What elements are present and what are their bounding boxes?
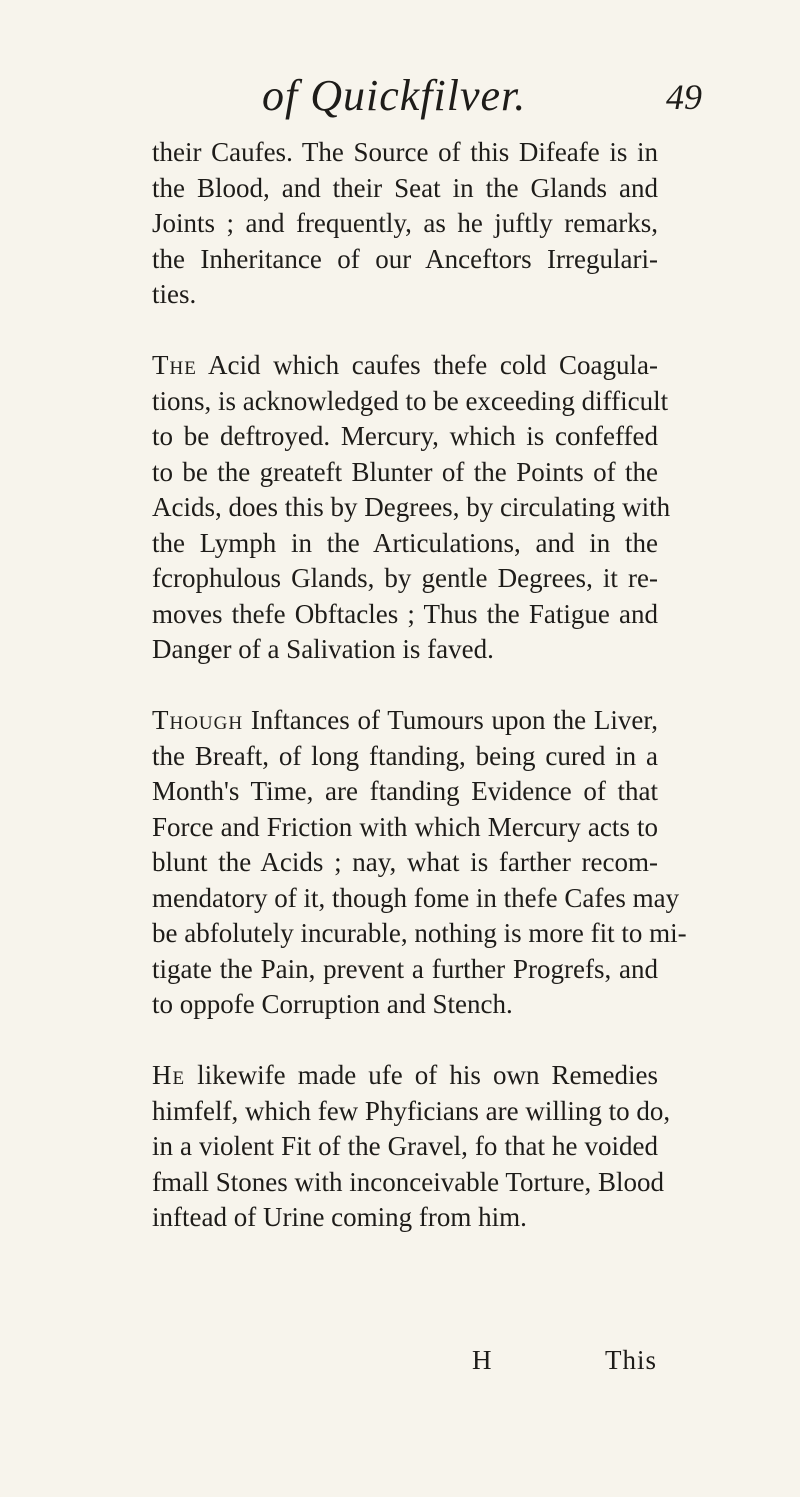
catchword: This: [605, 1345, 658, 1375]
text-line: Danger of a Salivation is faved.: [152, 634, 494, 664]
running-title: of Quickfilver.: [262, 71, 527, 120]
paragraph-first-line: likewife made ufe of his own Remedies: [185, 1060, 658, 1090]
paragraph-3: [152, 703, 687, 1023]
paragraph-gap: [152, 1023, 658, 1059]
text-line: mendatory of it, though fome in thefe Cafes may: [152, 882, 680, 913]
text-line: to oppofe Corruption and Stench.: [152, 989, 513, 1019]
text-line: fmall Stones with inconceivable Torture, Blood: [152, 1166, 665, 1197]
text-line: their Caufes. The Source of this Difeafe is in: [152, 137, 658, 167]
text-line: himfelf, which few Phyficians are willing to do,: [152, 1095, 671, 1126]
text-line: to be the greateft Blunter of the Points of the: [152, 456, 658, 487]
paragraph-lead: He: [152, 1060, 186, 1090]
text-line: moves thefe Obftacles ; Thus the Fatigue and: [152, 598, 658, 629]
text-line: in a violent Fit of the Gravel, fo that he voided: [152, 1131, 658, 1161]
text-line: [152, 348, 658, 384]
paragraph-gap: [152, 313, 658, 349]
paragraph-first-line: Acid which caufes thefe cold Coagula-: [196, 350, 658, 380]
text-line: to be deftroyed. Mercury, which is confeffed: [152, 421, 658, 451]
text-line: [152, 1058, 658, 1094]
text-line: ties.: [152, 279, 197, 309]
paragraph-1: [152, 135, 658, 313]
text-line: be abfolutely incurable, nothing is more fit to mi-: [152, 918, 687, 948]
text-line: the Breaft, of long ftanding, being cured in a: [152, 740, 658, 771]
paragraph-lead: The: [152, 350, 197, 380]
text-line: [152, 703, 658, 739]
text-line: tigate the Pain, prevent a further Progrefs, and: [152, 953, 658, 984]
text-line: Force and Friction with which Mercury acts to: [152, 811, 658, 842]
text-line: Acids, does this by Degrees, by circulating with: [152, 492, 671, 522]
text-line: Month's Time, are ftanding Evidence of that: [152, 776, 658, 806]
text-line: Joints ; and frequently, as he juftly remarks,: [152, 208, 658, 238]
paragraph-gap: [152, 668, 658, 704]
text-line: the Blood, and their Seat in the Glands and: [152, 172, 658, 203]
paragraph-first-line: Inftances of Tumours upon the Liver,: [243, 705, 658, 735]
text-line: tions, is acknowledged to be exceeding difficult: [152, 385, 669, 416]
text-line: blunt the Acids ; nay, what is farther recom-: [152, 847, 658, 877]
body-text: [152, 135, 687, 1236]
paragraph-4: [152, 1058, 671, 1236]
text-line: the Inheritance of our Anceftors Irregulari-: [152, 243, 658, 274]
text-line: the Lymph in the Articulations, and in the: [152, 527, 658, 558]
paragraph-lead: Though: [152, 705, 244, 735]
page-number: 49: [666, 77, 702, 117]
text-line: inftead of Urine coming from him.: [152, 1202, 527, 1232]
page-footer: [0, 1345, 800, 1395]
signature-mark: H: [472, 1345, 492, 1375]
page-header: [0, 70, 800, 130]
paragraph-2: [152, 348, 671, 668]
text-line: fcrophulous Glands, by gentle Degrees, it re-: [152, 563, 658, 593]
